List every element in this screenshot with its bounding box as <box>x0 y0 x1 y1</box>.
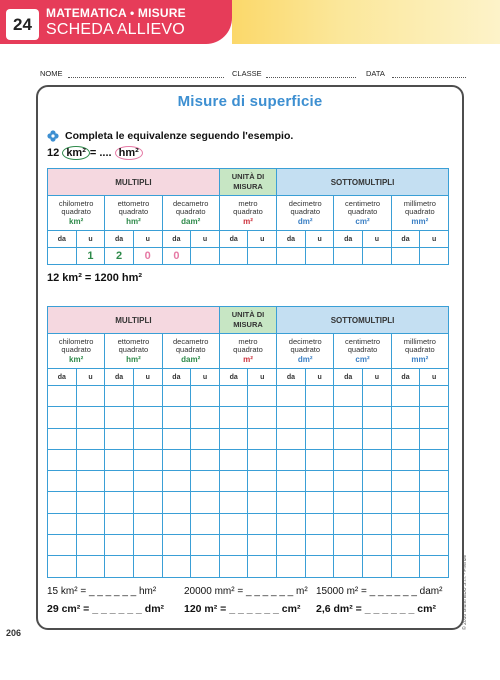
digit-cell[interactable] <box>277 248 306 265</box>
grid-cell[interactable] <box>305 407 334 428</box>
grid-cell[interactable] <box>334 407 363 428</box>
da-cell: da <box>162 231 191 248</box>
da-cell: da <box>277 231 306 248</box>
grid-row <box>48 449 449 470</box>
grid-cell[interactable] <box>248 513 277 534</box>
grid-cell[interactable] <box>105 471 134 492</box>
grid-cell[interactable] <box>305 449 334 470</box>
grid-row <box>48 407 449 428</box>
sheet-number-badge: 24 <box>6 9 39 40</box>
classe-field[interactable] <box>266 77 356 78</box>
grid-cell[interactable] <box>248 471 277 492</box>
grid-cell[interactable] <box>363 449 392 470</box>
digit-cell[interactable]: 1 <box>76 248 105 265</box>
grid-row <box>48 556 449 577</box>
unit-cell: ettometro quadrato hm² <box>105 334 162 369</box>
grid-cell[interactable] <box>76 386 105 407</box>
nome-label: NOME <box>40 69 63 78</box>
header-title: SCHEDA ALLIEVO <box>46 21 185 38</box>
grid-row <box>48 535 449 556</box>
grid-cell[interactable] <box>105 428 134 449</box>
grid-cell[interactable] <box>305 513 334 534</box>
grid-cell[interactable] <box>76 428 105 449</box>
grid-cell[interactable] <box>363 535 392 556</box>
unit-symbol: cm² <box>355 216 370 226</box>
da-cell: da <box>391 231 420 248</box>
unit-symbol: mm² <box>411 354 429 364</box>
grid-cell[interactable] <box>363 492 392 513</box>
grid-cell[interactable] <box>277 428 306 449</box>
unit-cell: chilometro quadrato km² <box>48 334 105 369</box>
da-cell: da <box>48 369 77 386</box>
grid-cell[interactable] <box>248 556 277 577</box>
grid-cell[interactable] <box>162 492 191 513</box>
grid-cell[interactable] <box>219 428 248 449</box>
grid-cell[interactable] <box>219 556 248 577</box>
u-cell: u <box>76 369 105 386</box>
unit-names-row <box>48 196 449 231</box>
grid-cell[interactable] <box>334 535 363 556</box>
group-unita: UNITÀ DI MISURA <box>219 307 276 334</box>
grid-cell[interactable] <box>133 428 162 449</box>
u-cell: u <box>363 231 392 248</box>
grid-cell[interactable] <box>363 513 392 534</box>
da-cell: da <box>105 369 134 386</box>
grid-cell[interactable] <box>420 492 449 513</box>
da-cell: da <box>219 231 248 248</box>
unit-cell: centimetro quadrato cm² <box>334 196 391 231</box>
unit-cell: ettometro quadrato hm² <box>105 196 162 231</box>
grid-cell[interactable] <box>48 535 77 556</box>
u-cell: u <box>191 369 220 386</box>
grid-cell[interactable] <box>391 407 420 428</box>
grid-cell[interactable] <box>420 449 449 470</box>
grid-cell[interactable] <box>105 492 134 513</box>
grid-cell[interactable] <box>191 556 220 577</box>
grid-cell[interactable] <box>133 386 162 407</box>
digit-cell[interactable] <box>420 248 449 265</box>
grid-cell[interactable] <box>133 492 162 513</box>
grid-cell[interactable] <box>162 428 191 449</box>
da-cell: da <box>334 231 363 248</box>
exercise-2: 20000 mm² = _ _ _ _ _ _ m² <box>184 586 308 597</box>
grid-cell[interactable] <box>363 556 392 577</box>
grid-cell[interactable] <box>334 492 363 513</box>
grid-cell[interactable] <box>391 556 420 577</box>
grid-cell[interactable] <box>420 535 449 556</box>
grid-cell[interactable] <box>162 386 191 407</box>
grid-cell[interactable] <box>420 386 449 407</box>
copyright: © 2016 Giunti EDU S.r.l. - Firenze <box>462 554 468 630</box>
grid-cell[interactable] <box>248 407 277 428</box>
grid-cell[interactable] <box>76 513 105 534</box>
unit-symbol: dam² <box>181 216 201 226</box>
example-from-unit: km² <box>62 146 90 160</box>
digit-cell[interactable] <box>248 248 277 265</box>
grid-cell[interactable] <box>305 556 334 577</box>
grid-cell[interactable] <box>420 407 449 428</box>
grid-cell[interactable] <box>391 513 420 534</box>
unit-symbol: dm² <box>297 354 313 364</box>
grid-cell[interactable] <box>248 492 277 513</box>
grid-cell[interactable] <box>162 449 191 470</box>
grid-cell[interactable] <box>191 492 220 513</box>
da-u-row <box>48 369 449 386</box>
unit-symbol: m² <box>243 216 253 226</box>
u-cell: u <box>420 231 449 248</box>
grid-cell[interactable] <box>76 471 105 492</box>
grid-cell[interactable] <box>105 407 134 428</box>
grid-cell[interactable] <box>191 407 220 428</box>
grid-cell[interactable] <box>219 386 248 407</box>
example-equals: = .... <box>89 147 115 159</box>
digit-cell[interactable]: 0 <box>162 248 191 265</box>
da-cell: da <box>219 369 248 386</box>
work-grid <box>48 386 449 578</box>
exercise-6: 2,6 dm² = _ _ _ _ _ _ cm² <box>316 603 436 615</box>
grid-cell[interactable] <box>277 492 306 513</box>
nome-field[interactable] <box>68 77 224 78</box>
grid-cell[interactable] <box>248 386 277 407</box>
grid-cell[interactable] <box>248 535 277 556</box>
grid-cell[interactable] <box>48 492 77 513</box>
grid-cell[interactable] <box>133 556 162 577</box>
header-yellow-band <box>232 0 500 44</box>
grid-cell[interactable] <box>277 556 306 577</box>
grid-cell[interactable] <box>133 407 162 428</box>
grid-cell[interactable] <box>48 428 77 449</box>
grid-cell[interactable] <box>133 471 162 492</box>
grid-cell[interactable] <box>277 386 306 407</box>
grid-cell[interactable] <box>219 492 248 513</box>
exercise-1: 15 km² = _ _ _ _ _ _ hm² <box>47 586 157 597</box>
grid-cell[interactable] <box>191 428 220 449</box>
unit-symbol: hm² <box>126 216 141 226</box>
exercise-3: 15000 m² = _ _ _ _ _ _ dam² <box>316 586 443 597</box>
grid-cell[interactable] <box>48 556 77 577</box>
group-sottomultipli: SOTTOMULTIPLI <box>277 307 449 334</box>
grid-cell[interactable] <box>162 471 191 492</box>
grid-row <box>48 513 449 534</box>
unit-symbol: km² <box>69 354 84 364</box>
u-cell: u <box>248 231 277 248</box>
digit-cell[interactable] <box>219 248 248 265</box>
grid-cell[interactable] <box>105 535 134 556</box>
unit-cell: centimetro quadrato cm² <box>334 334 391 369</box>
da-cell: da <box>334 369 363 386</box>
grid-cell[interactable] <box>191 471 220 492</box>
grid-cell[interactable] <box>305 428 334 449</box>
grid-cell[interactable] <box>277 513 306 534</box>
grid-cell[interactable] <box>48 449 77 470</box>
digit-cell[interactable] <box>391 248 420 265</box>
grid-cell[interactable] <box>391 428 420 449</box>
grid-cell[interactable] <box>277 449 306 470</box>
grid-cell[interactable] <box>76 556 105 577</box>
unit-cell: metro quadrato m² <box>219 196 276 231</box>
group-unita: UNITÀ DI MISURA <box>219 169 276 196</box>
unit-cell: millimetro quadrato mm² <box>391 196 448 231</box>
grid-cell[interactable] <box>191 386 220 407</box>
grid-cell[interactable] <box>133 535 162 556</box>
da-u-row <box>48 231 449 248</box>
exercise-4: 29 cm² = _ _ _ _ _ _ dm² <box>47 603 165 615</box>
digit-cell[interactable] <box>48 248 77 265</box>
u-cell: u <box>248 369 277 386</box>
group-multipli: MULTIPLI <box>48 169 220 196</box>
grid-cell[interactable] <box>133 513 162 534</box>
grid-cell[interactable] <box>48 471 77 492</box>
grid-cell[interactable] <box>248 449 277 470</box>
da-cell: da <box>162 369 191 386</box>
grid-row <box>48 492 449 513</box>
card-title: Misure di superficie <box>177 93 323 110</box>
unit-cell: millimetro quadrato mm² <box>391 334 448 369</box>
grid-cell[interactable] <box>162 556 191 577</box>
grid-cell[interactable] <box>334 556 363 577</box>
grid-cell[interactable] <box>76 449 105 470</box>
grid-cell[interactable] <box>420 513 449 534</box>
instruction-text: Completa le equivalenze seguendo l'esempio. <box>65 130 294 142</box>
u-cell: u <box>76 231 105 248</box>
grid-cell[interactable] <box>133 449 162 470</box>
group-sottomultipli: SOTTOMULTIPLI <box>277 169 449 196</box>
exercise-5: 120 m² = _ _ _ _ _ _ cm² <box>184 603 301 615</box>
u-cell: u <box>420 369 449 386</box>
classe-label: CLASSE <box>232 69 262 78</box>
u-cell: u <box>133 369 162 386</box>
grid-cell[interactable] <box>105 556 134 577</box>
grid-cell[interactable] <box>248 428 277 449</box>
grid-cell[interactable] <box>391 386 420 407</box>
unit-symbol: cm² <box>355 354 370 364</box>
grid-cell[interactable] <box>48 407 77 428</box>
grid-cell[interactable] <box>191 449 220 470</box>
grid-cell[interactable] <box>219 471 248 492</box>
grid-cell[interactable] <box>420 471 449 492</box>
unit-cell: decametro quadrato dam² <box>162 334 219 369</box>
digit-cell[interactable] <box>334 248 363 265</box>
grid-cell[interactable] <box>191 513 220 534</box>
example-equivalence <box>47 146 143 160</box>
grid-cell[interactable] <box>105 513 134 534</box>
grid-cell[interactable] <box>363 428 392 449</box>
u-cell: u <box>305 369 334 386</box>
grid-cell[interactable] <box>191 535 220 556</box>
unit-cell: chilometro quadrato km² <box>48 196 105 231</box>
unit-cell: metro quadrato m² <box>219 334 276 369</box>
digit-cell[interactable]: 0 <box>133 248 162 265</box>
example-table <box>47 168 449 265</box>
grid-cell[interactable] <box>76 492 105 513</box>
grid-cell[interactable] <box>363 471 392 492</box>
grid-cell[interactable] <box>391 492 420 513</box>
page-header <box>0 0 500 46</box>
grid-cell[interactable] <box>277 535 306 556</box>
grid-cell[interactable] <box>305 535 334 556</box>
student-info-line <box>40 69 470 81</box>
grid-row <box>48 428 449 449</box>
digit-cell[interactable]: 2 <box>105 248 134 265</box>
da-cell: da <box>277 369 306 386</box>
page-number: 206 <box>6 628 22 638</box>
grid-cell[interactable] <box>334 428 363 449</box>
grid-cell[interactable] <box>162 407 191 428</box>
unit-symbol: dam² <box>181 354 201 364</box>
unit-cell: decimetro quadrato dm² <box>277 334 334 369</box>
group-multipli: MULTIPLI <box>48 307 220 334</box>
grid-cell[interactable] <box>334 449 363 470</box>
unit-symbol: m² <box>243 354 253 364</box>
grid-cell[interactable] <box>76 407 105 428</box>
unit-symbol: mm² <box>411 216 429 226</box>
da-cell: da <box>391 369 420 386</box>
grid-cell[interactable] <box>48 386 77 407</box>
grid-cell[interactable] <box>219 513 248 534</box>
example-to-unit: hm² <box>115 146 143 160</box>
example-result: 12 km² = 1200 hm² <box>47 272 143 284</box>
data-field[interactable] <box>392 77 466 78</box>
u-cell: u <box>305 231 334 248</box>
work-table <box>47 306 449 578</box>
header-subject: MATEMATICA • MISURE <box>46 6 186 20</box>
grid-cell[interactable] <box>420 556 449 577</box>
grid-row <box>48 386 449 407</box>
grid-cell[interactable] <box>219 449 248 470</box>
unit-cell: decametro quadrato dam² <box>162 196 219 231</box>
grid-cell[interactable] <box>105 449 134 470</box>
grid-cell[interactable] <box>305 471 334 492</box>
da-cell: da <box>48 231 77 248</box>
da-cell: da <box>105 231 134 248</box>
unit-names-row <box>48 334 449 369</box>
grid-cell[interactable] <box>391 535 420 556</box>
u-cell: u <box>191 231 220 248</box>
grid-cell[interactable] <box>76 535 105 556</box>
grid-cell[interactable] <box>219 535 248 556</box>
unit-symbol: dm² <box>297 216 313 226</box>
grid-cell[interactable] <box>391 449 420 470</box>
instruction <box>47 130 293 142</box>
flower-icon <box>47 130 59 142</box>
grid-cell[interactable] <box>277 471 306 492</box>
grid-cell[interactable] <box>363 407 392 428</box>
unit-symbol: hm² <box>126 354 141 364</box>
digit-cell[interactable] <box>305 248 334 265</box>
example-digits-row <box>48 248 449 265</box>
grid-cell[interactable] <box>162 513 191 534</box>
grid-cell[interactable] <box>305 492 334 513</box>
unit-cell: decimetro quadrato dm² <box>277 196 334 231</box>
grid-cell[interactable] <box>334 386 363 407</box>
grid-cell[interactable] <box>334 471 363 492</box>
grid-cell[interactable] <box>105 386 134 407</box>
u-cell: u <box>133 231 162 248</box>
example-number: 12 <box>47 147 60 159</box>
u-cell: u <box>363 369 392 386</box>
grid-cell[interactable] <box>391 471 420 492</box>
digit-cell[interactable] <box>363 248 392 265</box>
grid-cell[interactable] <box>363 386 392 407</box>
grid-cell[interactable] <box>420 428 449 449</box>
grid-cell[interactable] <box>334 513 363 534</box>
unit-symbol: km² <box>69 216 84 226</box>
grid-cell[interactable] <box>219 407 248 428</box>
grid-row <box>48 471 449 492</box>
grid-cell[interactable] <box>162 535 191 556</box>
grid-cell[interactable] <box>277 407 306 428</box>
digit-cell[interactable] <box>191 248 220 265</box>
data-label: DATA <box>366 69 385 78</box>
grid-cell[interactable] <box>48 513 77 534</box>
grid-cell[interactable] <box>305 386 334 407</box>
